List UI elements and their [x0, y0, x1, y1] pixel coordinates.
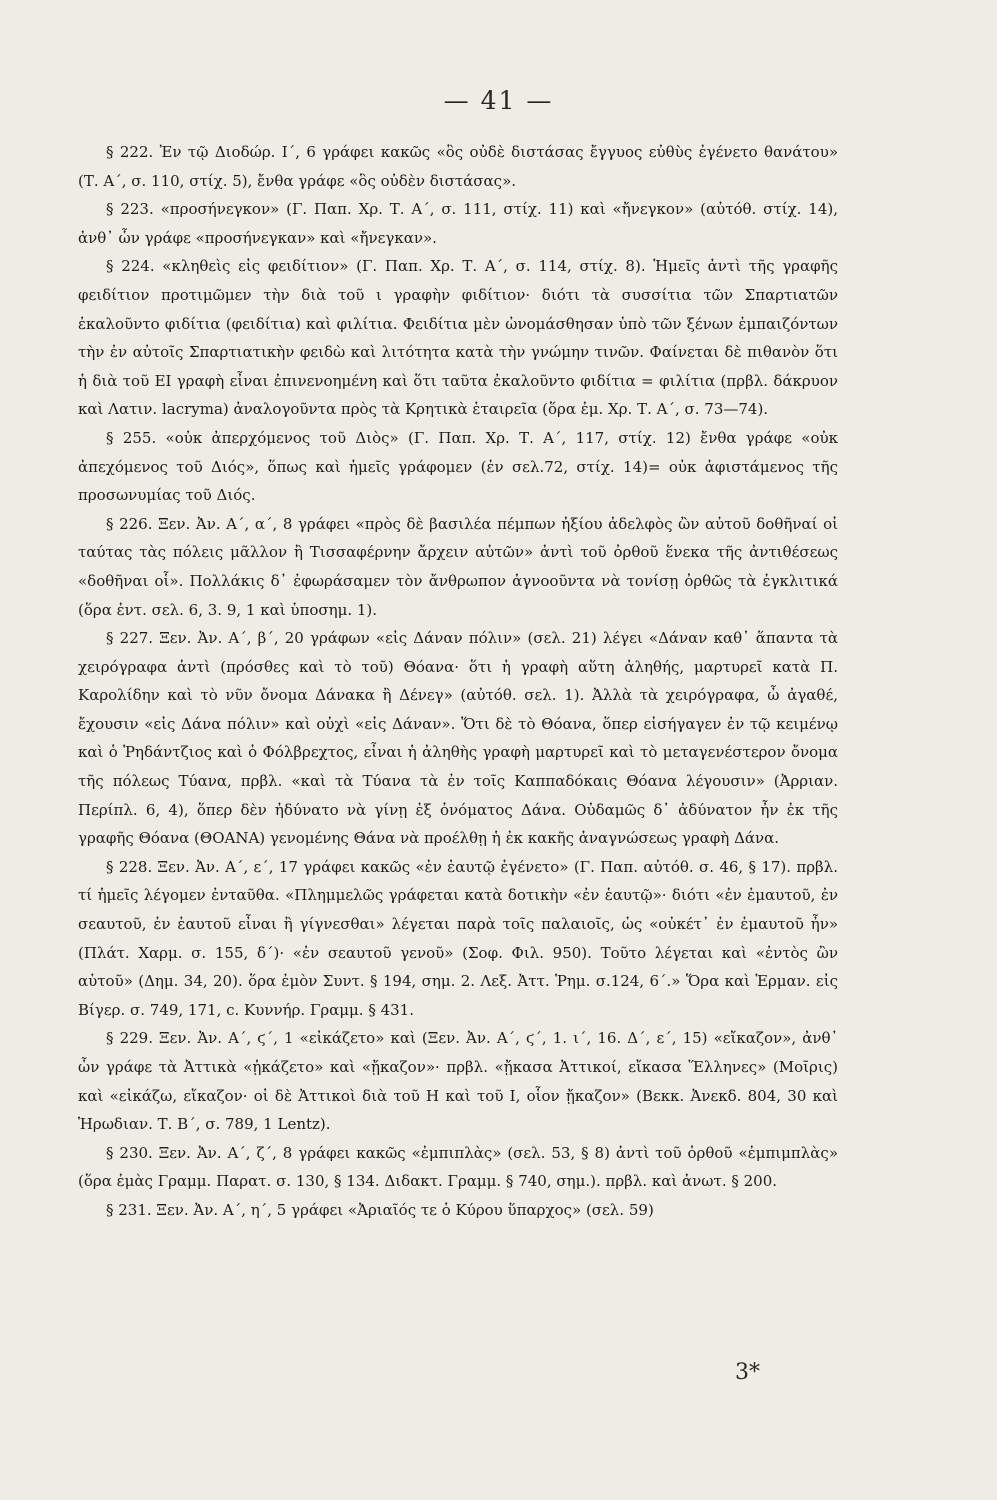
paragraph-223: § 223. «προσήνεγκον» (Γ. Παπ. Χρ. Τ. Α΄, σ. 111, στίχ. 11) καὶ «ἤνεγκον» (αὐτόθ. στίχ. 14), ἀνθ᾽ ὧν γράφε «προσήνεγκαν» καὶ «ἤνεγκαν». [78, 200, 838, 247]
paragraph-229: § 229. Ξεν. Ἀν. Α΄, ϛ΄, 1 «εἰκάζετο» καὶ (Ξεν. Ἀν. Α΄, ϛ΄, 1. ι΄, 16. Δ΄, ε΄, 15) «εἴκαζον», ἀνθ᾽ ὧν γράφε τὰ Ἀττικὰ «ᾐκάζετο» καὶ «ᾔκαζον»· πρβλ. «ᾔκασα Ἀττικοί, εἴκασα Ἕλληνες» (Μοῖρις) καὶ «εἰκάζω, εἴκαζον· οἱ δὲ Ἀττικοὶ διὰ τοῦ Η καὶ τοῦ Ι, οἷον ᾔκαζον» (Βεκκ. Ἀνεκδ. 804, 30 καὶ Ἡρωδιαν. Τ. Β΄, σ. 789, 1 Lentz). [78, 1029, 838, 1134]
paragraph-227: § 227. Ξεν. Ἀν. Α΄, β΄, 20 γράφων «εἰς Δάναν πόλιν» (σελ. 21) λέγει «Δάναν καθ᾽ ἅπαντα τὰ χειρόγραφα ἀντὶ (πρόσθες καὶ τὸ τοῦ) Θόανα· ὅτι ἡ γραφὴ αὕτη ἀληθής, μαρτυρεῖ κατὰ Π. Καρολίδην καὶ τὸ νῦν ὄνομα Δάνακα ἢ Δένεγ» (αὐτόθ. σελ. 1). Ἀλλὰ τὰ χειρόγραφα, ὦ ἀγαθέ, ἔχουσιν «εἰς Δάνα πόλιν» καὶ οὐχὶ «εἰς Δάναν». Ὅτι δὲ τὸ Θόανα, ὅπερ εἰσήγαγεν ἐν τῷ κειμένῳ καὶ ὁ Ῥηδάντζιος καὶ ὁ Φόλβρεχτος, εἶναι ἡ ἀληθὴς γραφὴ μαρτυρεῖ καὶ τὸ μεταγενέστερον ὄνομα τῆς πόλεως Τύανα, πρβλ. «καὶ τὰ Τύανα τὰ ἐν τοῖς Καππαδόκαις Θόανα λέγουσιν» (Ἀρριαν. Περίπλ. 6, 4), ὅπερ δὲν ἠδύνατο νὰ γίνῃ ἐξ ὀνόματος Δάνα. Οὐδαμῶς δ᾽ ἀδύνατον ἦν ἐκ τῆς γραφῆς Θόανα (ΘΟΑΝΑ) γενομένης Θάνα νὰ προέλθῃ ἡ ἐκ κακῆς ἀναγνώσεως γραφὴ Δάνα. [78, 629, 838, 848]
signature-mark: 3* [735, 1360, 760, 1385]
paragraph-222: § 222. Ἐν τῷ Διοδώρ. Ι΄, 6 γράφει κακῶς «ὃς οὐδὲ διστάσας ἔγγυος εὐθὺς ἐγένετο θανάτου» (Τ. Α΄, σ. 110, στίχ. 5), ἔνθα γράφε «ὃς οὐδὲν διστάσας». [78, 143, 838, 190]
paragraph-228: § 228. Ξεν. Ἀν. Α΄, ε΄, 17 γράφει κακῶς «ἐν ἑαυτῷ ἐγένετο» (Γ. Παπ. αὐτόθ. σ. 46, § 17). πρβλ. τί ἡμεῖς λέγομεν ἐνταῦθα. «Πλημμελῶς γράφεται κατὰ δοτικὴν «ἐν ἑαυτῷ»· διότι «ἐν ἐμαυτοῦ, ἐν σεαυτοῦ, ἐν ἑαυτοῦ εἶναι ἢ γίγνεσθαι» λέγεται παρὰ τοῖς παλαιοῖς, ὡς «οὐκέτ᾽ ἐν ἐμαυτοῦ ἦν» (Πλάτ. Χαρμ. σ. 155, δ΄)· «ἐν σεαυτοῦ γενοῦ» (Σοφ. Φιλ. 950). Τοῦτο λέγεται καὶ «ἐντὸς ὢν αὑτοῦ» (Δημ. 34, 20). ὅρα ἐμὸν Συντ. § 194, σημ. 2. Λεξ. Ἀττ. Ῥημ. σ.124, 6΄.» Ὅρα καὶ Ἑρμαν. εἰς Βίγερ. σ. 749, 171, c. Κυννήρ. Γραμμ. § 431. [78, 857, 838, 1019]
paragraph-230: § 230. Ξεν. Ἀν. Α΄, ζ΄, 8 γράφει κακῶς «ἐμπιπλὰς» (σελ. 53, § 8) ἀντὶ τοῦ ὀρθοῦ «ἐμπιμπλὰς» (ὅρα ἐμὰς Γραμμ. Παρατ. σ. 130, § 134. Διδακτ. Γραμμ. § 740, σημ.). πρβλ. καὶ ἀνωτ. § 200. [78, 1143, 838, 1191]
paragraph-231: § 231. Ξεν. Ἀν. Α΄, η΄, 5 γράφει «Ἀριαῖός τε ὁ Κύρου ὕπαρχος» (σελ. 59) [106, 1200, 654, 1219]
page-number: — 41 — [443, 86, 554, 115]
paragraph-255: § 255. «οὐκ ἀπερχόμενος τοῦ Διὸς» (Γ. Παπ. Χρ. Τ. Α΄, 117, στίχ. 12) ἔνθα γράφε «οὐκ ἀπεχόμενος τοῦ Διός», ὅπως καὶ ἡμεῖς γράφομεν (ἐν σελ.72, στίχ. 14)= οὐκ ἀφιστάμενος τῆς προσωνυμίας τοῦ Διός. [78, 428, 838, 505]
text-body [78, 138, 838, 1225]
paragraph-226: § 226. Ξεν. Ἀν. Α΄, α΄, 8 γράφει «πρὸς δὲ βασιλέα πέμπων ἠξίου ἀδελφὸς ὢν αὐτοῦ δοθῆναί οἱ ταύτας τὰς πόλεις μᾶλλον ἢ Τισσαφέρνην ἄρχειν αὐτῶν» ἀντὶ τοῦ ὀρθοῦ ἕνεκα τῆς ἀντιθέσεως «δοθῆναι οἷ». Πολλάκις δ᾽ ἐφωράσαμεν τὸν ἄνθρωπον ἀγνοοῦντα νὰ τονίσῃ ὀρθῶς τὰ ἐγκλιτικά (ὅρα ἐντ. σελ. 6, 3. 9, 1 καὶ ὑποσημ. 1). [78, 514, 838, 619]
paragraph-224: § 224. «κληθεὶς εἰς φειδίτιον» (Γ. Παπ. Χρ. Τ. Α΄, σ. 114, στίχ. 8). Ἡμεῖς ἀντὶ τῆς γραφῆς φειδίτιον προτιμῶμεν τὴν διὰ τοῦ ι γραφὴν φιδίτιον· διότι τὰ συσσίτια τῶν Σπαρτιατῶν ἐκαλοῦντο φιδίτια (φειδίτια) καὶ φιλίτια. Φειδίτια μὲν ὠνομάσθησαν ὑπὸ τῶν ξένων ἐμπαιζόντων τὴν ἐν αὐτοῖς Σπαρτιατικὴν φειδὼ καὶ λιτότητα κατὰ τὴν γνώμην τινῶν. Φαίνεται δὲ πιθανὸν ὅτι ἡ διὰ τοῦ ΕΙ γραφὴ εἶναι ἐπινενοημένη καὶ ὅτι ταῦτα ἐκαλοῦντο φιδίτια = φιλίτια (πρβλ. δάκρυον καὶ Λατιν. lacryma) ἀναλογοῦντα πρὸς τὰ Κρητικὰ ἑταιρεῖα (ὅρα ἐμ. Χρ. Τ. Α΄, σ. 73—74). [78, 257, 838, 419]
